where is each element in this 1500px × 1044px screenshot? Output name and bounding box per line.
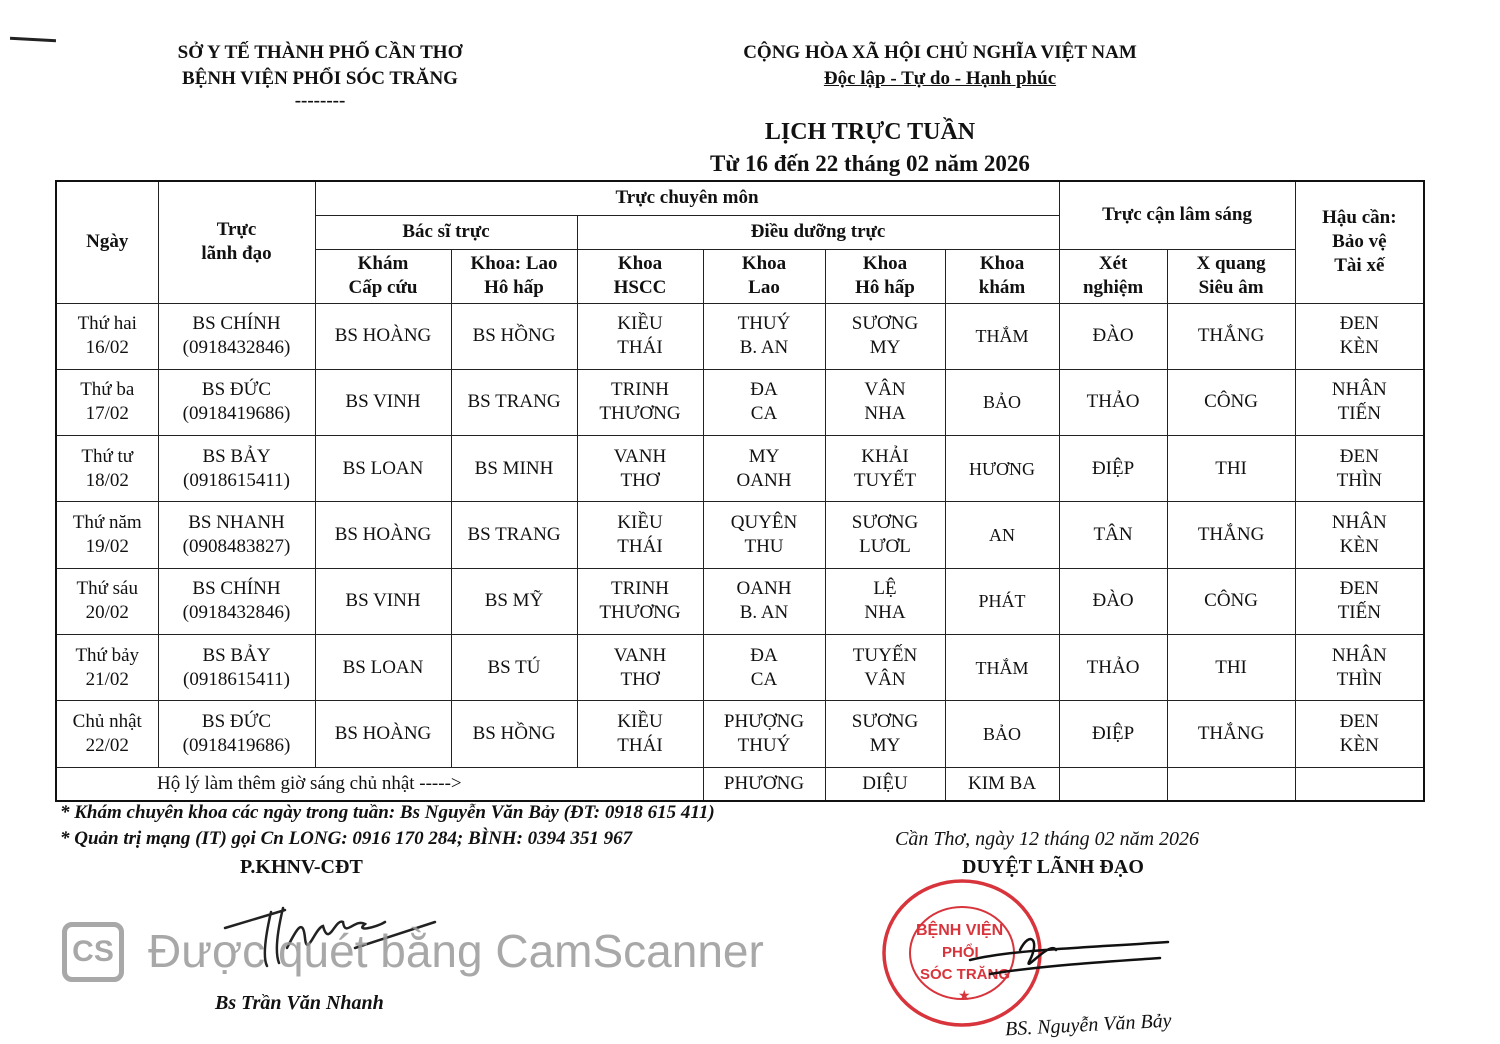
cell-khoa-ho-hap-hh-1: KHẢI [861, 445, 909, 467]
left-signer-name: Bs Trần Văn Nhanh [215, 992, 384, 1014]
cell-hau-can [1295, 303, 1424, 369]
cell-xet-nghiem-xet-nghiem: ĐIỆP [1091, 722, 1135, 744]
cell-hau-can-hc-2: THÌN [1336, 668, 1383, 690]
cell-kham-cap-cuu-kham: BS VINH [345, 590, 421, 612]
schedule-title [560, 115, 1180, 179]
cell-leader [158, 701, 315, 767]
cell-day-day: Thứ bảy [75, 644, 140, 666]
cell-khoa-kham-khoa-kham: BẢO [983, 392, 1022, 413]
cell-leader [158, 502, 315, 568]
ministry-name: SỞ Y TẾ THÀNH PHỐ CẦN THƠ [177, 42, 463, 63]
cell-khoa-hscc-hscc-1: TRINH [610, 379, 670, 401]
cell-leader-leader: BS ĐỨC [201, 379, 272, 401]
header-left [150, 40, 490, 110]
cell-khoa-lao-ho-hap [451, 436, 577, 502]
cell-khoa-lao-ho-hap-lao-hh: BS HỒNG [472, 325, 556, 347]
cell-khoa-lao-ho-hap-lao-hh: BS HỒNG [472, 722, 556, 744]
cell-khoa-ho-hap-hh-2: MY [869, 337, 901, 359]
schedule-body [56, 303, 1424, 767]
header-khoa-hscc: Khoa HSCC [577, 249, 703, 303]
cell-hau-can [1295, 568, 1424, 634]
footer-row [56, 767, 1424, 801]
cell-khoa-kham [945, 568, 1059, 634]
cell-khoa-lao-lao-1: THUÝ [737, 313, 791, 335]
header-bac-si-truc: Bác sĩ trực [315, 215, 577, 249]
right-signer-name: BS. Nguyễn Văn Bảy [1004, 1009, 1173, 1041]
cell-khoa-lao-ho-hap [451, 634, 577, 700]
cell-day-day: Thứ ba [80, 379, 135, 401]
cell-khoa-ho-hap-hh-2: LƯƠL [859, 535, 911, 557]
cell-khoa-kham [945, 436, 1059, 502]
cell-xet-nghiem-xet-nghiem: THẢO [1086, 391, 1140, 413]
cell-khoa-lao-ho-hap-lao-hh: BS MINH [474, 457, 554, 479]
cell-x-quang [1167, 701, 1295, 767]
cell-hau-can-hc-2: THÌN [1336, 469, 1383, 491]
cell-khoa-kham [945, 502, 1059, 568]
cell-x-quang [1167, 303, 1295, 369]
cell-khoa-ho-hap [825, 436, 945, 502]
right-approval-title: DUYỆT LÃNH ĐẠO [962, 856, 1144, 878]
cell-khoa-hscc-hscc-1: KIỀU [617, 313, 663, 335]
cell-khoa-ho-hap-hh-1: SƯƠNG [851, 511, 919, 533]
hospital-name: BỆNH VIỆN PHỔI SÓC TRĂNG [182, 68, 458, 89]
cell-khoa-lao [703, 701, 825, 767]
cell-day-date: 21/02 [85, 668, 129, 690]
header-dashes: -------- [294, 90, 346, 111]
cell-khoa-ho-hap [825, 502, 945, 568]
cell-khoa-lao-lao-2: THU [744, 535, 784, 557]
cell-leader-leader: BS CHÍNH [192, 313, 281, 335]
cell-day-day: Thứ hai [77, 313, 137, 335]
cell-day-day: Thứ sáu [76, 578, 138, 600]
note-specialist: * Khám chuyên khoa các ngày trong tuần: Bs Nguyễn Văn Bảy (ĐT: 0918 615 411) [60, 802, 715, 823]
cell-khoa-lao-lao-2: THUÝ [737, 734, 791, 756]
cell-khoa-hscc-hscc-2: THÁI [617, 337, 663, 359]
cell-xet-nghiem-xet-nghiem: ĐÀO [1092, 325, 1134, 347]
cell-x-quang [1167, 502, 1295, 568]
camscanner-text: Được quét bằng CamScanner [148, 925, 764, 977]
cell-day [56, 369, 158, 435]
cell-kham-cap-cuu [315, 369, 451, 435]
cell-khoa-lao [703, 502, 825, 568]
cell-day [56, 568, 158, 634]
cell-khoa-lao-ho-hap [451, 502, 577, 568]
header-khoa-lao: Khoa Lao [703, 249, 825, 303]
header-khoa-lao-ho-hap: Khoa: Lao Hô hấp [451, 249, 577, 303]
cell-x-quang-xquang: CÔNG [1204, 590, 1258, 612]
header-khoa-kham: Khoa khám [945, 249, 1059, 303]
cell-kham-cap-cuu-kham: BS HOÀNG [334, 523, 432, 545]
cell-khoa-hscc-hscc-1: VANH [613, 644, 667, 666]
header-xet-nghiem: Xét nghiệm [1059, 249, 1167, 303]
cell-khoa-hscc-hscc-2: THƠ [620, 469, 660, 491]
cell-khoa-ho-hap [825, 701, 945, 767]
cell-hau-can-hc-1: ĐEN [1339, 313, 1379, 335]
cell-khoa-hscc [577, 502, 703, 568]
cell-khoa-kham-khoa-kham: AN [989, 524, 1016, 545]
duty-schedule-table [55, 180, 1425, 802]
cell-khoa-hscc [577, 436, 703, 502]
cell-khoa-hscc-hscc-2: THƯƠNG [599, 403, 681, 425]
cell-x-quang-xquang: THẮNG [1197, 722, 1265, 744]
footer-empty-2 [1167, 767, 1295, 801]
cell-khoa-ho-hap-hh-2: NHA [864, 403, 906, 425]
cell-xet-nghiem-xet-nghiem: ĐÀO [1092, 590, 1134, 612]
cell-day-date: 19/02 [85, 535, 129, 557]
cell-khoa-hscc-hscc-2: THƯƠNG [599, 602, 681, 624]
cell-hau-can [1295, 369, 1424, 435]
cell-x-quang [1167, 369, 1295, 435]
cell-khoa-lao-lao-2: OANH [736, 469, 792, 491]
cell-khoa-ho-hap-hh-2: TUYẾT [853, 469, 917, 491]
cell-hau-can [1295, 701, 1424, 767]
table-row [56, 436, 1424, 502]
cell-xet-nghiem [1059, 369, 1167, 435]
cell-kham-cap-cuu-kham: BS LOAN [342, 656, 424, 678]
cell-khoa-hscc-hscc-2: THƠ [620, 668, 660, 690]
footer-hscc: PHƯƠNG [703, 767, 825, 801]
title-sub: Từ 16 đến 22 tháng 02 năm 2026 [710, 151, 1030, 176]
left-dept: P.KHNV-CĐT [240, 856, 363, 878]
cell-khoa-lao-lao-1: PHƯỢNG [723, 710, 805, 732]
cell-khoa-lao [703, 634, 825, 700]
cell-xet-nghiem [1059, 701, 1167, 767]
cell-kham-cap-cuu [315, 701, 451, 767]
cell-khoa-ho-hap-hh-1: SƯƠNG [851, 313, 919, 335]
cell-khoa-lao-lao-1: ĐA [750, 379, 778, 401]
cell-khoa-lao-lao-2: B. AN [739, 337, 789, 359]
cell-khoa-hscc-hscc-2: THÁI [617, 734, 663, 756]
cell-khoa-ho-hap-hh-1: SƯƠNG [851, 710, 919, 732]
cell-day-date: 17/02 [85, 403, 129, 425]
header-truc-chuyen-mon: Trực chuyên môn [315, 181, 1059, 215]
cell-khoa-ho-hap [825, 303, 945, 369]
cell-leader-leader: BS BẢY [202, 445, 271, 467]
cell-xet-nghiem [1059, 303, 1167, 369]
cell-leader-phone: (0918615411) [183, 668, 290, 690]
cell-x-quang [1167, 436, 1295, 502]
cell-day-day: Chủ nhật [72, 710, 142, 732]
note-it: * Quản trị mạng (IT) gọi Cn LONG: 0916 170 284; BÌNH: 0394 351 967 [60, 828, 633, 849]
header-ngay: Ngày [56, 181, 158, 303]
cell-khoa-ho-hap-hh-2: NHA [864, 602, 906, 624]
header-x-quang: X quang Siêu âm [1167, 249, 1295, 303]
footer-lao: DIỆU [825, 767, 945, 801]
cell-leader [158, 436, 315, 502]
cell-khoa-ho-hap [825, 369, 945, 435]
cell-hau-can-hc-2: TIẾN [1337, 602, 1381, 624]
cell-day [56, 303, 158, 369]
cell-kham-cap-cuu [315, 568, 451, 634]
cell-khoa-kham-khoa-kham: BẢO [983, 723, 1022, 744]
cell-hau-can-hc-2: KÈN [1339, 337, 1379, 359]
cell-leader-phone: (0918615411) [183, 469, 290, 491]
header-truc-can-lam-sang: Trực cận lâm sáng [1059, 181, 1295, 249]
header-truc-lanh-dao: Trực lãnh đạo [158, 181, 315, 303]
cell-x-quang-xquang: THI [1215, 656, 1247, 678]
cell-khoa-lao-ho-hap-lao-hh: BS TÚ [487, 656, 541, 678]
cell-khoa-hscc-hscc-1: VANH [613, 445, 667, 467]
cell-khoa-hscc-hscc-1: KIỀU [617, 511, 663, 533]
header-dieu-duong-truc: Điều dưỡng trực [577, 215, 1059, 249]
cell-x-quang-xquang: THI [1215, 457, 1247, 479]
cell-day-date: 18/02 [85, 469, 129, 491]
cell-day-date: 16/02 [85, 337, 129, 359]
cell-kham-cap-cuu-kham: BS LOAN [342, 457, 424, 479]
cell-day [56, 701, 158, 767]
cell-kham-cap-cuu [315, 502, 451, 568]
cell-khoa-ho-hap-hh-1: VÂN [864, 379, 906, 401]
cell-leader-leader: BS NHANH [188, 511, 285, 533]
cell-khoa-ho-hap [825, 568, 945, 634]
cell-khoa-lao [703, 369, 825, 435]
cell-khoa-hscc-hscc-2: THÁI [617, 535, 663, 557]
footer-empty-1 [1059, 767, 1167, 801]
cell-leader [158, 568, 315, 634]
cell-kham-cap-cuu-kham: BS HOÀNG [334, 325, 432, 347]
right-place-date: Cần Thơ, ngày 12 tháng 02 năm 2026 [895, 828, 1200, 850]
cell-x-quang-xquang: THẮNG [1197, 325, 1265, 347]
cell-day [56, 502, 158, 568]
cell-khoa-ho-hap-hh-1: TUYẾN [852, 644, 918, 666]
cell-kham-cap-cuu [315, 303, 451, 369]
cell-kham-cap-cuu [315, 436, 451, 502]
table-row [56, 634, 1424, 700]
cell-khoa-lao-lao-1: QUYÊN [730, 511, 798, 533]
stamp-line-1: BỆNH VIỆN [916, 922, 1004, 939]
cell-kham-cap-cuu [315, 634, 451, 700]
cell-khoa-hscc [577, 701, 703, 767]
scan-mark [10, 37, 56, 42]
table-row [56, 701, 1424, 767]
stamp-line-2: PHỔI [942, 944, 979, 961]
cell-khoa-kham [945, 369, 1059, 435]
title-main: LỊCH TRỰC TUẦN [764, 119, 976, 145]
footer-label: Hộ lý làm thêm giờ sáng chủ nhật -----> [56, 767, 703, 801]
header-hau-can: Hậu cần: Bảo vệ Tài xế [1295, 181, 1424, 303]
cell-khoa-lao [703, 436, 825, 502]
cell-kham-cap-cuu-kham: BS HOÀNG [334, 722, 432, 744]
cell-hau-can-hc-1: NHÂN [1331, 644, 1387, 666]
cell-khoa-lao-ho-hap [451, 701, 577, 767]
cell-khoa-lao-ho-hap-lao-hh: BS TRANG [467, 391, 561, 413]
cell-x-quang-xquang: THẮNG [1197, 523, 1265, 545]
cell-x-quang [1167, 634, 1295, 700]
cell-hau-can-hc-2: KÈN [1339, 535, 1379, 557]
cell-khoa-lao-lao-2: CA [750, 668, 778, 690]
cell-leader-phone: (0908483827) [182, 535, 291, 557]
cell-khoa-kham-khoa-kham: THẮM [975, 326, 1029, 347]
cell-khoa-lao-ho-hap-lao-hh: BS MỸ [484, 590, 544, 612]
right-signature [960, 920, 1180, 990]
cell-leader-phone: (0918432846) [182, 337, 291, 359]
header-right [700, 40, 1180, 92]
cell-day-day: Thứ năm [72, 511, 142, 533]
cell-xet-nghiem [1059, 502, 1167, 568]
svg-text:★: ★ [958, 988, 971, 1004]
cell-khoa-ho-hap [825, 634, 945, 700]
cell-hau-can-hc-2: TIẾN [1337, 403, 1381, 425]
footer-ho-hap: KIM BA [945, 767, 1059, 801]
cell-hau-can-hc-1: ĐEN [1339, 710, 1379, 732]
cell-khoa-ho-hap-hh-1: LỆ [873, 578, 897, 600]
header-khoa-ho-hap: Khoa Hô hấp [825, 249, 945, 303]
cell-khoa-lao-ho-hap [451, 369, 577, 435]
cell-khoa-lao-lao-1: OANH [736, 578, 792, 600]
cell-khoa-lao-ho-hap [451, 303, 577, 369]
cell-xet-nghiem-xet-nghiem: ĐIỆP [1091, 457, 1135, 479]
cell-khoa-lao-lao-2: B. AN [739, 602, 789, 624]
cell-hau-can [1295, 634, 1424, 700]
national-title: CỘNG HÒA XÃ HỘI CHỦ NGHĨA VIỆT NAM [743, 42, 1137, 63]
footer-empty-3 [1295, 767, 1424, 801]
header-kham-cap-cuu: Khám Cấp cứu [315, 249, 451, 303]
cell-hau-can-hc-1: NHÂN [1331, 511, 1387, 533]
cell-leader-leader: BS BẢY [202, 644, 271, 666]
cell-leader [158, 634, 315, 700]
cell-day [56, 634, 158, 700]
cell-leader-leader: BS ĐỨC [201, 710, 272, 732]
cell-leader [158, 303, 315, 369]
cell-xet-nghiem [1059, 568, 1167, 634]
cell-kham-cap-cuu-kham: BS VINH [345, 391, 421, 413]
cell-khoa-lao-ho-hap [451, 568, 577, 634]
cell-khoa-kham-khoa-kham: THẮM [975, 657, 1029, 678]
cell-khoa-hscc [577, 634, 703, 700]
cell-khoa-ho-hap-hh-2: VÂN [864, 668, 906, 690]
cell-khoa-hscc [577, 568, 703, 634]
cell-day-date: 22/02 [85, 734, 129, 756]
table-row [56, 303, 1424, 369]
cell-xet-nghiem [1059, 634, 1167, 700]
cell-leader-phone: (0918432846) [182, 602, 291, 624]
cell-hau-can [1295, 436, 1424, 502]
cell-hau-can-hc-1: ĐEN [1339, 445, 1379, 467]
camscanner-logo-icon: CS [62, 922, 124, 982]
cell-khoa-hscc [577, 369, 703, 435]
national-motto: Độc lập - Tự do - Hạnh phúc [823, 68, 1057, 89]
cell-day-day: Thứ tư [81, 445, 134, 467]
cell-khoa-kham [945, 634, 1059, 700]
cell-khoa-ho-hap-hh-2: MY [869, 734, 901, 756]
table-row [56, 502, 1424, 568]
cell-leader-leader: BS CHÍNH [192, 578, 281, 600]
cell-xet-nghiem [1059, 436, 1167, 502]
cell-khoa-lao [703, 303, 825, 369]
cell-khoa-hscc-hscc-1: KIỀU [617, 710, 663, 732]
cell-leader-phone: (0918419686) [182, 403, 291, 425]
cell-khoa-lao-ho-hap-lao-hh: BS TRANG [467, 523, 561, 545]
cell-leader-phone: (0918419686) [182, 734, 291, 756]
cell-x-quang [1167, 568, 1295, 634]
cell-khoa-lao-lao-2: CA [750, 403, 778, 425]
cell-khoa-hscc-hscc-1: TRINH [610, 578, 670, 600]
cell-x-quang-xquang: CÔNG [1204, 391, 1258, 413]
stamp-line-3: SÓC TRĂNG [920, 966, 1010, 983]
cell-leader [158, 369, 315, 435]
cell-day [56, 436, 158, 502]
cell-khoa-lao-lao-1: ĐA [750, 644, 778, 666]
cell-khoa-lao [703, 568, 825, 634]
table-row [56, 568, 1424, 634]
cell-day-date: 20/02 [85, 602, 129, 624]
cell-hau-can-hc-1: NHÂN [1331, 379, 1387, 401]
cell-hau-can [1295, 502, 1424, 568]
cell-hau-can-hc-2: KÈN [1339, 734, 1379, 756]
cell-khoa-kham-khoa-kham: PHÁT [978, 591, 1026, 612]
table-row [56, 369, 1424, 435]
cell-hau-can-hc-1: ĐEN [1339, 578, 1379, 600]
cell-khoa-hscc [577, 303, 703, 369]
cell-khoa-lao-lao-1: MY [748, 445, 780, 467]
cell-xet-nghiem-xet-nghiem: THẢO [1086, 656, 1140, 678]
cell-khoa-kham [945, 701, 1059, 767]
cell-khoa-kham-khoa-kham: HƯƠNG [969, 458, 1036, 479]
cell-xet-nghiem-xet-nghiem: TÂN [1093, 523, 1133, 545]
cell-khoa-kham [945, 303, 1059, 369]
